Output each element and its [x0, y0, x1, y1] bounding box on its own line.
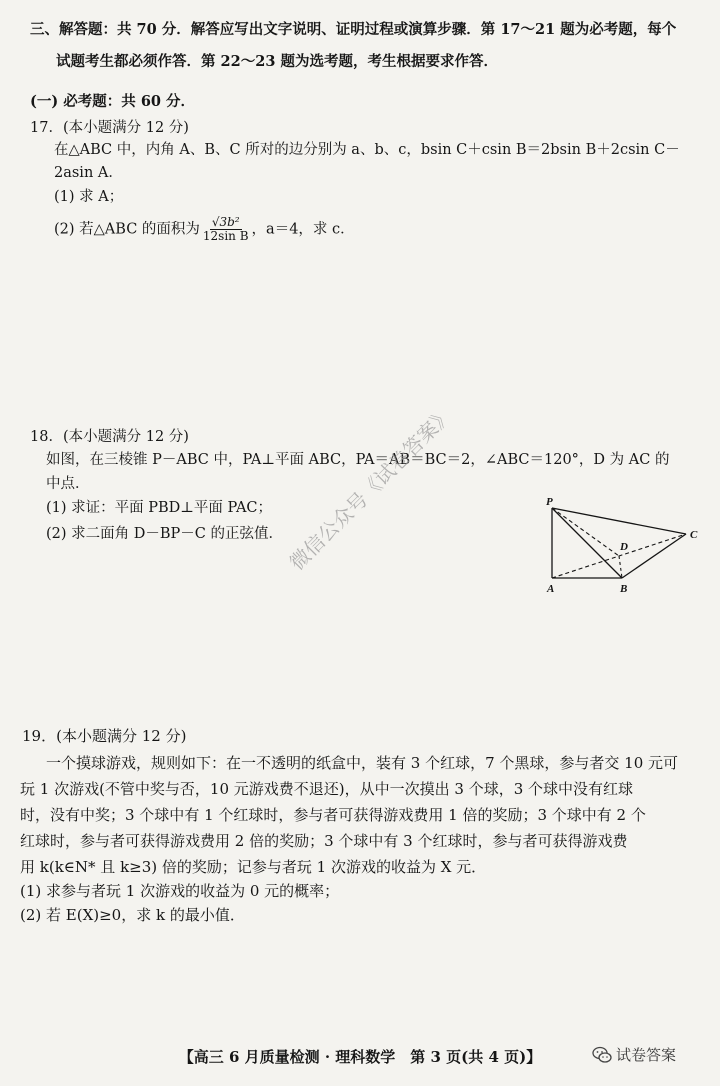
segment-PD-hidden [552, 508, 619, 556]
q17-part2-suffix: ，a＝4，求 c． [251, 221, 355, 238]
label-P: P [546, 496, 553, 508]
q18-header: 18．(本小题满分 12 分) [30, 429, 189, 445]
label-D: D [620, 541, 628, 553]
q17-part2 [54, 216, 355, 243]
q19-stem-line2: 玩 1 次游戏(不管中奖与否，10 元游戏费不退还)，从中一次摸出 3 个球，3 个球中没有红球 [20, 780, 634, 798]
area-fraction-numerator: √3b² [211, 215, 240, 229]
pyramid-figure [538, 494, 708, 604]
q17-part1: (1) 求 A； [54, 189, 124, 205]
page-footer: 【高三 6 月质量检测 · 理科数学 第 3 页(共 4 页)】 [178, 1048, 542, 1066]
area-fraction-denominator: 12sin B [202, 229, 249, 243]
q17-stem-line2: 2asin A． [54, 165, 123, 181]
q19-header: 19．(本小题满分 12 分) [22, 727, 187, 745]
q19-part1: (1) 求参与者玩 1 次游戏的收益为 0 元的概率； [20, 882, 340, 900]
q19-stem-line4: 红球时，参与者可获得游戏费用 2 倍的奖励；3 个球中有 3 个红球时，参与者可获得游戏费 [20, 832, 628, 850]
edge-PB [552, 508, 622, 578]
q17-part2-prefix: (2) 若△ABC 的面积为 [54, 221, 200, 238]
edge-BC [622, 534, 686, 578]
label-A: A [547, 583, 555, 595]
q18-stem-line1: 如图，在三棱锥 P－ABC 中，PA⊥平面 ABC，PA＝AB＝BC＝2，∠ABC＝120°，D 为 AC 的 [46, 452, 670, 468]
brand-text: 试卷答案 [616, 1046, 677, 1064]
wechat-icon [592, 1046, 612, 1064]
label-B: B [620, 583, 628, 595]
edge-PC [552, 508, 686, 534]
section-heading-line2: 试题考生都必须作答．第 22～23 题为选考题，考生根据要求作答． [56, 53, 498, 70]
q17-header: 17．(本小题满分 12 分) [30, 120, 189, 136]
q17-stem-line1: 在△ABC 中，内角 A、B、C 所对的边分别为 a、b、c，bsin C＋csin B＝2bsin B＋2csin C－ [54, 142, 680, 158]
q18-stem-line2: 中点． [46, 476, 90, 492]
q19-part2: (2) 若 E(X)≥0，求 k 的最小值． [20, 906, 245, 924]
brand-mark [592, 1044, 676, 1065]
q18-part1: (1) 求证：平面 PBD⊥平面 PAC； [46, 500, 273, 516]
area-fraction [201, 216, 251, 243]
label-C: C [690, 529, 698, 541]
q19-stem-line3: 时，没有中奖；3 个球中有 1 个红球时，参与者可获得游戏费用 1 倍的奖励；3 个球中有 2 个 [20, 806, 646, 824]
watermark-text: 微信公众号《试卷答案》 [284, 402, 458, 575]
q18-part2: (2) 求二面角 D－BP－C 的正弦值． [46, 526, 283, 542]
required-section-label: (一) 必考题：共 60 分． [30, 93, 196, 110]
q19-stem-line5: 用 k(k∈N* 且 k≥3) 倍的奖励；记参与者玩 1 次游戏的收益为 X 元． [20, 858, 487, 876]
section-heading-line1: 三、解答题：共 70 分．解答应写出文字说明、证明过程或演算步骤．第 17～21 题为必考题，每个 [30, 21, 677, 38]
q19-stem-line1: 一个摸球游戏，规则如下：在一不透明的纸盒中，装有 3 个红球，7 个黑球，参与者交 10 元可 [46, 754, 679, 772]
